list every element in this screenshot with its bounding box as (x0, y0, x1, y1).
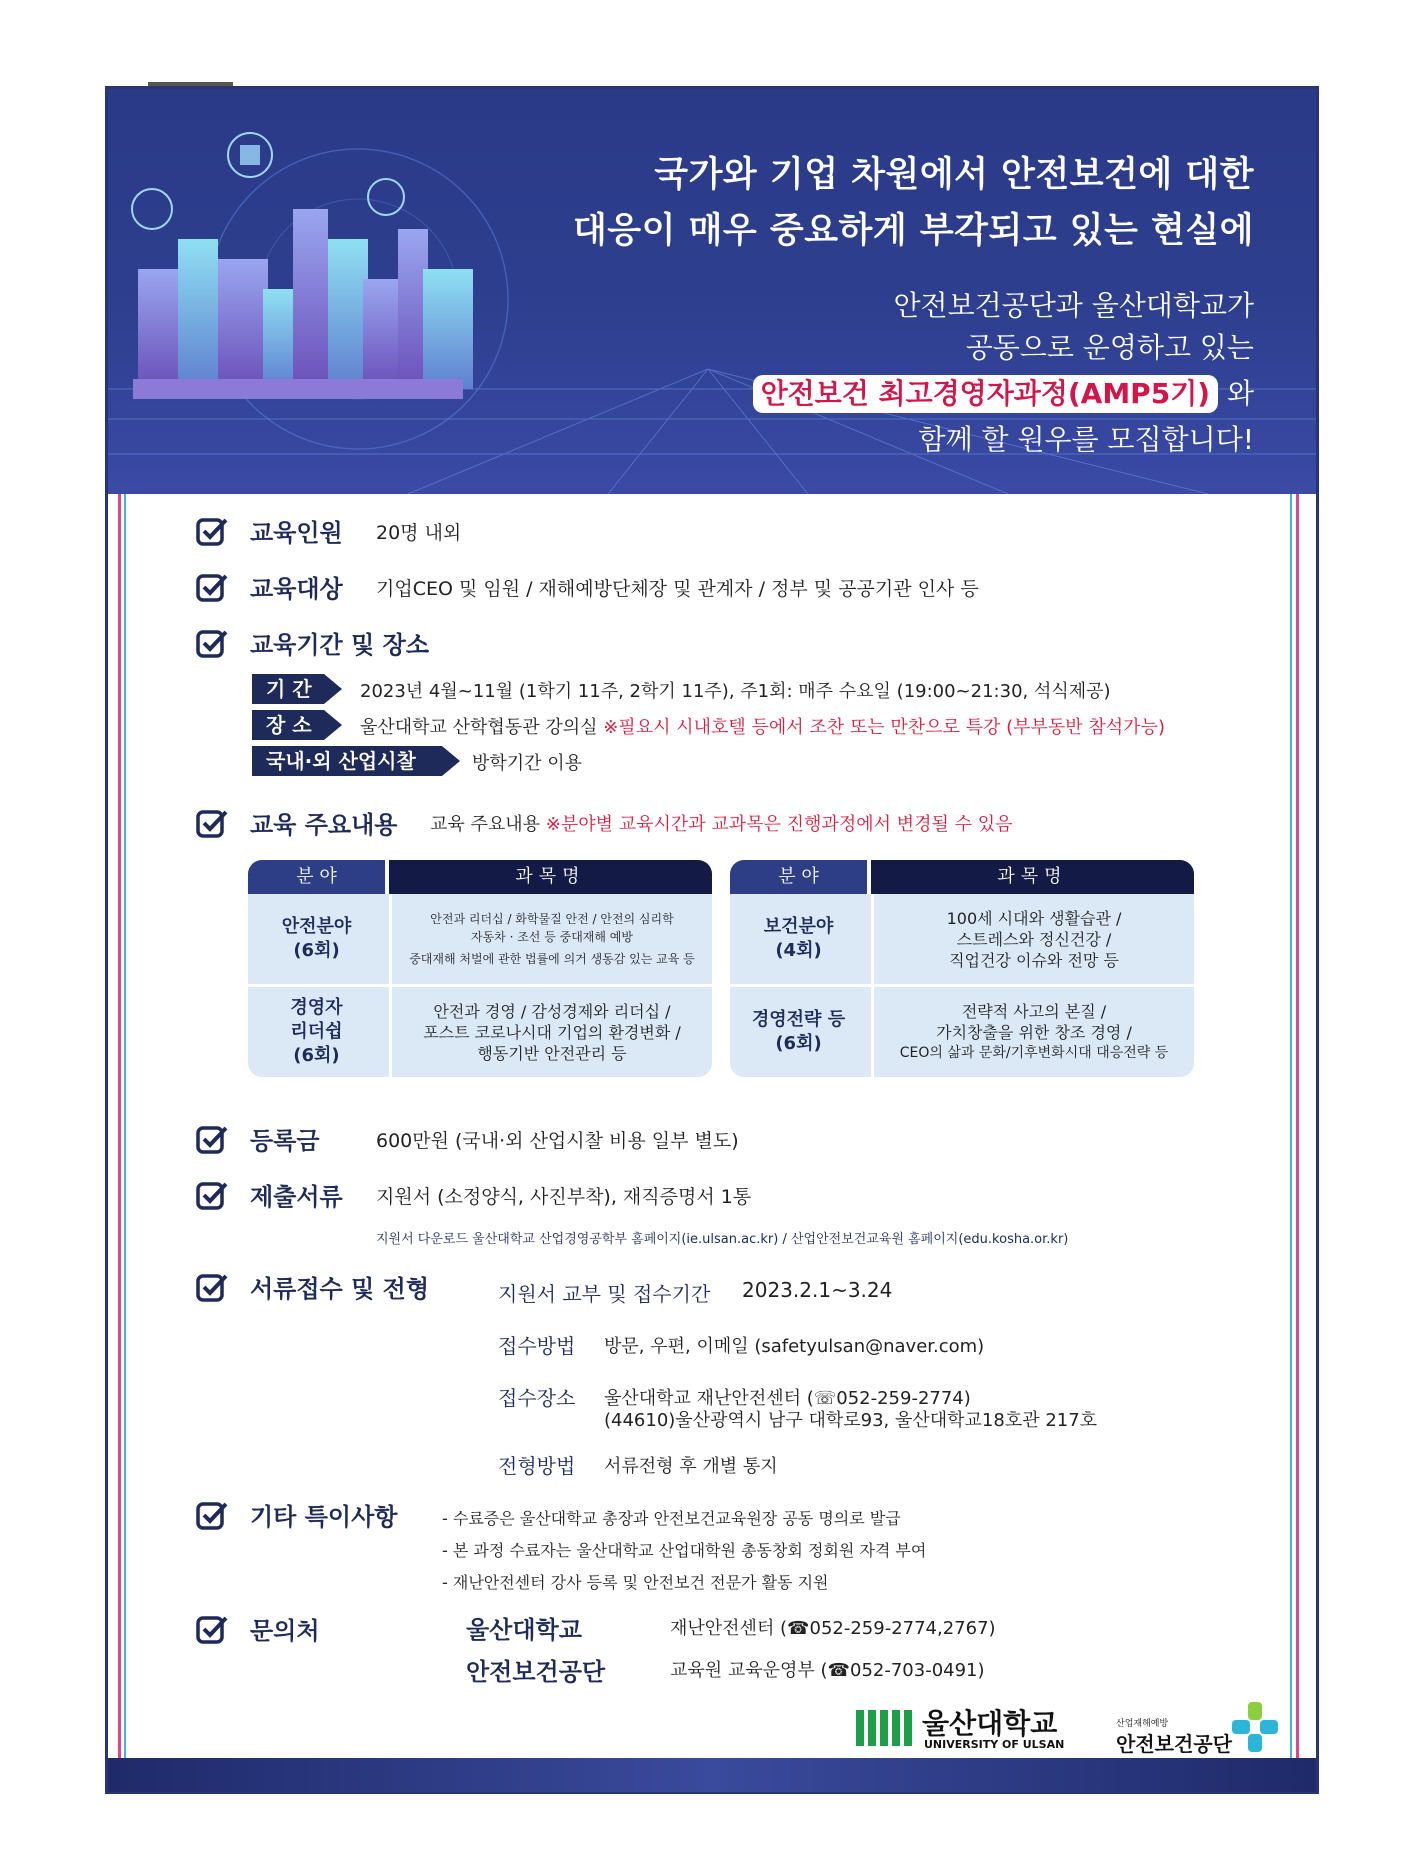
field-line: 안전분야 (281, 916, 352, 937)
receipt-period-value: 2023.2.1~3.24 (742, 1278, 893, 1302)
field-line: 경영전략 등 (751, 1009, 846, 1030)
select-label: 전형방법 (498, 1454, 576, 1478)
contact-org-2: 안전보건공단 (466, 1658, 606, 1686)
target-value: 기업CEO 및 임원 / 재해예방단체장 및 관계자 / 정부 및 공공기관 인사 등 (376, 578, 979, 600)
checkbox-icon (196, 1180, 228, 1212)
checkbox-icon (196, 628, 228, 660)
subject-cell (389, 987, 712, 1077)
download-note: 지원서 다운로드 울산대학교 산업경영공학부 홈페이지(ie.ulsan.ac.kr) / 산업안전보건교육원 홈페이지(edu.kosha.or.kr) (376, 1232, 1069, 1247)
field-line: 리더쉽 (290, 1021, 343, 1042)
table-row (248, 984, 712, 1077)
place-note: ※필요시 시내호텔 등에서 조찬 또는 만찬으로 특강 (부부동반 참석가능) (603, 717, 1165, 738)
bottom-bar (108, 1758, 1316, 1792)
section-title: 서류접수 및 전형 (250, 1275, 429, 1303)
etc-item: - 본 과정 수료자는 울산대학교 산업대학원 총동창회 정회원 자격 부여 (442, 1541, 927, 1560)
hero-title-line2: 대응이 매우 중요하게 부각되고 있는 현실에 (572, 211, 1254, 251)
section-title: 기타 특이사항 (250, 1503, 398, 1531)
subject-line: 행동기반 안전관리 등 (477, 1043, 627, 1063)
subject-cell (389, 894, 712, 984)
docs-value: 지원서 (소정양식, 사진부착), 재직증명서 1통 (376, 1186, 752, 1208)
header-subject: 과목명 (389, 860, 712, 894)
place-value: 울산대학교 산학협동관 강의실 (360, 717, 604, 738)
checkbox-icon (196, 1272, 228, 1304)
hero-banner (108, 89, 1316, 494)
etc-item: - 수료증은 울산대학교 총장과 안전보건교육원장 공동 명의로 발급 (442, 1509, 901, 1528)
hero-sub-line1: 안전보건공단과 울산대학교가 (893, 289, 1254, 322)
subject-line: 가치창출을 위한 창조 경영 / (936, 1022, 1132, 1042)
hero-title (573, 147, 1254, 259)
subject-line: 중대재해 처벌에 관한 법률에 의거 생동감 있는 교육 등 (409, 952, 695, 966)
contact-org-1: 울산대학교 (466, 1616, 582, 1644)
contact-value-2: 교육원 교육운영부 (☎052-703-0491) (670, 1660, 985, 1681)
section-title: 등록금 (250, 1127, 320, 1155)
period-tag: 기 간 (252, 674, 324, 704)
subject-line: 자동차 · 조선 등 중대재해 예방 (470, 930, 633, 944)
subject-line: 안전과 경영 / 감성경제와 리더십 / (433, 1001, 671, 1021)
section-title: 교육 주요내용 (250, 811, 398, 839)
section-title: 교육대상 (250, 575, 343, 603)
field-line: (4회) (775, 940, 822, 961)
checkbox-icon (196, 808, 228, 840)
select-value: 서류전형 후 개별 통지 (604, 1456, 778, 1477)
subject-line: 포스트 코로나시대 기업의 환경변화 / (423, 1022, 681, 1042)
hero-title-line1: 국가와 기업 차원에서 안전보건에 대한 (654, 155, 1254, 195)
place-value-1: 울산대학교 재난안전센터 (☏052-259-2774) (604, 1388, 971, 1409)
kosha-logo (1116, 1702, 1286, 1758)
field-line: (6회) (293, 1045, 340, 1066)
table-header (248, 860, 712, 894)
hero-subtitle (753, 285, 1254, 461)
kosha-name: 안전보건공단 (1116, 1732, 1232, 1756)
ulsan-logo-ko: 울산대학교 (922, 1707, 1058, 1740)
period-value: 2023년 4월~11월 (1학기 11주, 2학기 11주), 주1회: 매주 수요일 (19:00~21:30, 석식제공) (360, 681, 1111, 702)
field-cell (730, 894, 867, 984)
hero-sub-line2: 공동으로 운영하고 있는 (965, 331, 1254, 364)
trip-tag: 국내·외 산업시찰 (252, 746, 442, 776)
fee-value: 600만원 (국내·외 산업시찰 비용 일부 별도) (376, 1130, 739, 1152)
header-subject: 과목명 (871, 860, 1194, 894)
trip-value: 방학기간 이용 (472, 753, 583, 774)
section-title: 제출서류 (250, 1183, 343, 1211)
curriculum-table-left (248, 860, 712, 1077)
subject-line: 100세 시대와 생활습관 / (946, 908, 1122, 928)
table-row (248, 894, 712, 984)
place-tag: 장 소 (252, 710, 324, 740)
receipt-period-label: 지원서 교부 및 접수기간 (498, 1282, 711, 1306)
contact-value-1: 재난안전센터 (☎052-259-2774,2767) (670, 1618, 996, 1639)
section-title: 교육기간 및 장소 (250, 631, 429, 659)
section-title: 교육인원 (250, 519, 343, 547)
field-line: (6회) (775, 1033, 822, 1054)
headcount-value: 20명 내외 (376, 522, 462, 544)
table-row (730, 984, 1194, 1077)
header-field: 분 야 (730, 860, 867, 894)
method-label: 접수방법 (498, 1334, 576, 1358)
gavel-icon (132, 189, 172, 229)
checkbox-icon (196, 572, 228, 604)
content-line (430, 810, 1013, 836)
subject-cell (871, 894, 1194, 984)
subject-line: 스트레스와 정신건강 / (956, 929, 1112, 949)
method-value: 방문, 우편, 이메일 (safetyulsan@naver.com) (604, 1336, 985, 1357)
field-line: 경영자 (290, 997, 343, 1018)
field-line: (6회) (293, 940, 340, 961)
subject-line: CEO의 삶과 문화/기후변화시대 대응전략 등 (899, 1044, 1169, 1061)
place-label: 접수장소 (498, 1386, 576, 1410)
ulsan-emblem-icon (856, 1710, 916, 1746)
chart-icon (368, 179, 404, 215)
program-name-highlight: 안전보건 최고경영자과정(AMP5기) (753, 375, 1218, 413)
place-value-2: (44610)울산광역시 남구 대학로93, 울산대학교18호관 217호 (604, 1410, 1098, 1431)
subject-line: 전략적 사고의 본질 / (961, 1001, 1107, 1021)
subject-line: 직업건강 이슈와 전망 등 (949, 950, 1119, 970)
checkbox-icon (196, 1124, 228, 1156)
content-value: 교육 주요내용 (430, 814, 546, 835)
hero-sub-after: 와 (1218, 377, 1254, 410)
place-line (360, 713, 1165, 739)
kosha-small: 산업재해예방 (1116, 1719, 1169, 1729)
ulsan-logo (856, 1708, 1076, 1754)
header-field: 분 야 (248, 860, 385, 894)
field-line: 보건분야 (763, 916, 834, 937)
field-cell (248, 987, 385, 1077)
kosha-cross-icon (1232, 1702, 1278, 1752)
content-note: ※분야별 교육시간과 교과목은 진행과정에서 변경될 수 있음 (545, 814, 1013, 835)
etc-item: - 재난안전센터 강사 등록 및 안전보건 전문가 활동 지원 (442, 1573, 829, 1592)
curriculum-table-right (730, 860, 1194, 1077)
field-cell (730, 987, 867, 1077)
checkbox-icon (196, 1500, 228, 1532)
table-row (730, 894, 1194, 984)
checkbox-icon (196, 1614, 228, 1646)
section-title: 문의처 (250, 1617, 320, 1645)
subject-line: 안전과 리더십 / 화학물질 안전 / 안전의 심리학 (430, 912, 674, 926)
checkbox-icon (196, 516, 228, 548)
table-header (730, 860, 1194, 894)
hero-sub-line4: 함께 할 원우를 모집합니다! (918, 423, 1254, 456)
subject-cell (871, 987, 1194, 1077)
ulsan-logo-en: UNIVERSITY OF ULSAN (924, 1738, 1065, 1751)
field-cell (248, 894, 385, 984)
